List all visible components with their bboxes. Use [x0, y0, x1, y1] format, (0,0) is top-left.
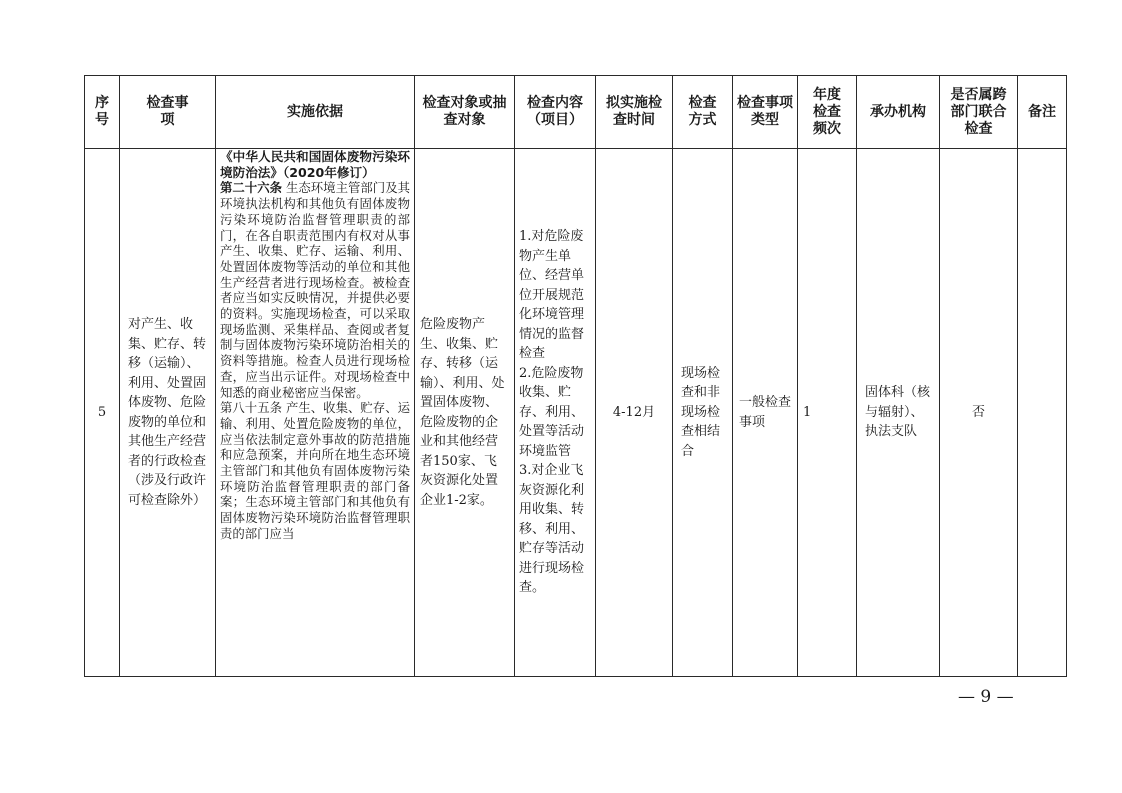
- header-time: 拟实施检查时间: [596, 76, 673, 149]
- cell-basis: [216, 149, 415, 677]
- article-26-label: 第二十六条: [220, 180, 283, 196]
- cell-content: 1.对危险废物产生单位、经营单位开展规范化环境管理情况的监督检查 2.危险废物收集、贮存、利用、处置等活动环境监管 3.对企业飞灰资源化利用收集、转移、利用、贮存等活动进行现场检查。: [515, 149, 596, 677]
- header-org: 承办机构: [857, 76, 940, 149]
- cell-joint: 否: [940, 149, 1018, 677]
- article-85-text: 第八十五条 产生、收集、贮存、运输、利用、处置危险废物的单位，应当依法制定意外事故的防范措施和应急预案，并向所在地生态环境主管部门和其他负有固体废物污染环境防治监督管理职责的部门备案；生态环境主管部门和其他负有固体废物污染环境防治监督管理职责的部门应当: [220, 400, 410, 541]
- header-joint: 是否属跨部门联合检查: [940, 76, 1018, 149]
- cell-target: 危险废物产生、收集、贮存、转移（运输）、利用、处置固体废物、危险废物的企业和其他经营者150家、飞灰资源化处置企业1-2家。: [415, 149, 515, 677]
- page-number: — 9 —: [958, 687, 1014, 707]
- header-target: 检查对象或抽查对象: [415, 76, 515, 149]
- cell-method: 现场检查和非现场检查相结合: [673, 149, 733, 677]
- cell-org: 固体科（核与辐射）、执法支队: [857, 149, 940, 677]
- header-basis: 实施依据: [216, 76, 415, 149]
- header-item: 检查事项: [120, 76, 216, 149]
- header-freq: 年度检查频次: [798, 76, 857, 149]
- cell-type: 一般检查事项: [733, 149, 798, 677]
- basis-text: [220, 149, 410, 675]
- table-row: [85, 149, 1067, 677]
- cell-item: 对产生、收集、贮存、转移（运输）、利用、处置固体废物、危险废物的单位和其他生产经营者的行政检查（涉及行政许可检查除外）: [120, 149, 216, 677]
- cell-seq: 5: [85, 149, 120, 677]
- header-remark: 备注: [1018, 76, 1067, 149]
- header-type: 检查事项类型: [733, 76, 798, 149]
- header-seq: 序号: [85, 76, 120, 149]
- header-method: 检查方式: [673, 76, 733, 149]
- article-26-text: 生态环境主管部门及其环境执法机构和其他负有固体废物污染环境防治监督管理职责的部门，在各自职责范围内有权对从事产生、收集、贮存、运输、利用、处置固体废物等活动的单位和其他生产经营者进行现场检查。被检查者应当如实反映情况，并提供必要的资料。实施现场检查，可以采取现场监测、采集样品、查阅或者复制与固体废物污染环境防治相关的资料等措施。检查人员进行现场检查，应当出示证件。对现场检查中知悉的商业秘密应当保密。: [220, 180, 410, 400]
- cell-time: 4-12月: [596, 149, 673, 677]
- inspection-table: [84, 75, 1067, 677]
- cell-remark: [1018, 149, 1067, 677]
- header-content: 检查内容（项目）: [515, 76, 596, 149]
- law-title: 《中华人民共和国固体废物污染环境防治法》（2020年修订）: [220, 149, 410, 180]
- cell-freq: 1: [798, 149, 857, 677]
- table-header-row: [85, 76, 1067, 149]
